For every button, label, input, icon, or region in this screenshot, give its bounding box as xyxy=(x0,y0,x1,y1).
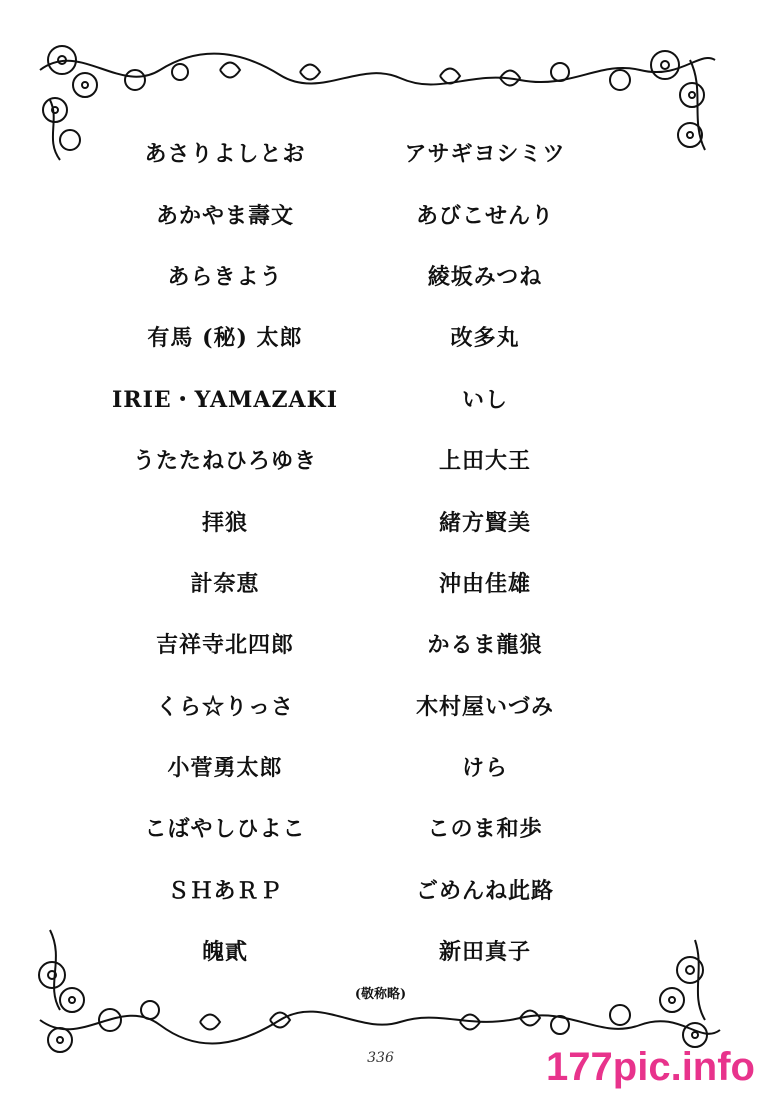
credit-name-left: あらきよう xyxy=(167,263,283,290)
credit-name-right: あびこせんり xyxy=(415,202,554,229)
credit-row xyxy=(110,183,630,244)
site-watermark: 177pic.info xyxy=(546,1045,755,1089)
credit-row xyxy=(110,429,630,490)
credit-name-left: 拝狼 xyxy=(201,509,248,536)
credit-name-left: こばやしひよこ xyxy=(144,816,306,843)
credit-name-left: 小菅勇太郎 xyxy=(167,755,283,782)
credit-name-right: いし xyxy=(461,386,508,413)
credit-name-left: あさりよしとお xyxy=(144,141,306,168)
credit-row xyxy=(110,490,630,551)
credit-row xyxy=(110,859,630,920)
credit-name-right: 木村屋いづみ xyxy=(415,693,554,720)
credit-name-right: 新田真子 xyxy=(438,939,531,966)
credit-row xyxy=(110,736,630,797)
credit-row xyxy=(110,552,630,613)
credit-row xyxy=(110,245,630,306)
credit-row xyxy=(110,306,630,367)
credit-name-right: 緒方賢美 xyxy=(438,509,531,536)
credit-name-left: あかやま壽文 xyxy=(155,202,294,229)
credit-name-right: このま和歩 xyxy=(427,816,543,843)
page-number: 336 xyxy=(367,1050,394,1066)
credits-list xyxy=(110,122,630,981)
credit-row xyxy=(110,368,630,429)
credit-name-left: IRIE・YAMAZAKI xyxy=(112,386,338,413)
credit-name-right: 上田大王 xyxy=(438,448,531,475)
credit-name-right: けら xyxy=(461,755,508,782)
credit-row xyxy=(110,675,630,736)
credit-name-left: ＳＨあＲＰ xyxy=(167,877,283,904)
honorifics-omitted-note: (敬称略) xyxy=(354,987,407,1002)
credit-row xyxy=(110,613,630,674)
credit-name-left: 計奈恵 xyxy=(190,570,260,597)
credit-name-right: 改多丸 xyxy=(450,325,520,352)
credit-row xyxy=(110,122,630,183)
credit-name-right: 綾坂みつね xyxy=(427,263,543,290)
credit-name-left: うたたねひろゆき xyxy=(132,448,317,475)
credit-name-left: 吉祥寺北四郎 xyxy=(155,632,294,659)
credit-name-left: 魄貳 xyxy=(201,939,248,966)
credit-row xyxy=(110,797,630,858)
credit-name-left: 有馬 (秘) 太郎 xyxy=(147,325,303,352)
credit-name-right: かるま龍狼 xyxy=(427,632,543,659)
credit-name-right: 沖由佳雄 xyxy=(438,570,531,597)
credit-row xyxy=(110,920,630,981)
credit-name-right: アサギヨシミツ xyxy=(404,141,566,168)
credit-name-left: くら☆りっさ xyxy=(155,693,294,720)
credit-name-right: ごめんね此路 xyxy=(415,877,554,904)
